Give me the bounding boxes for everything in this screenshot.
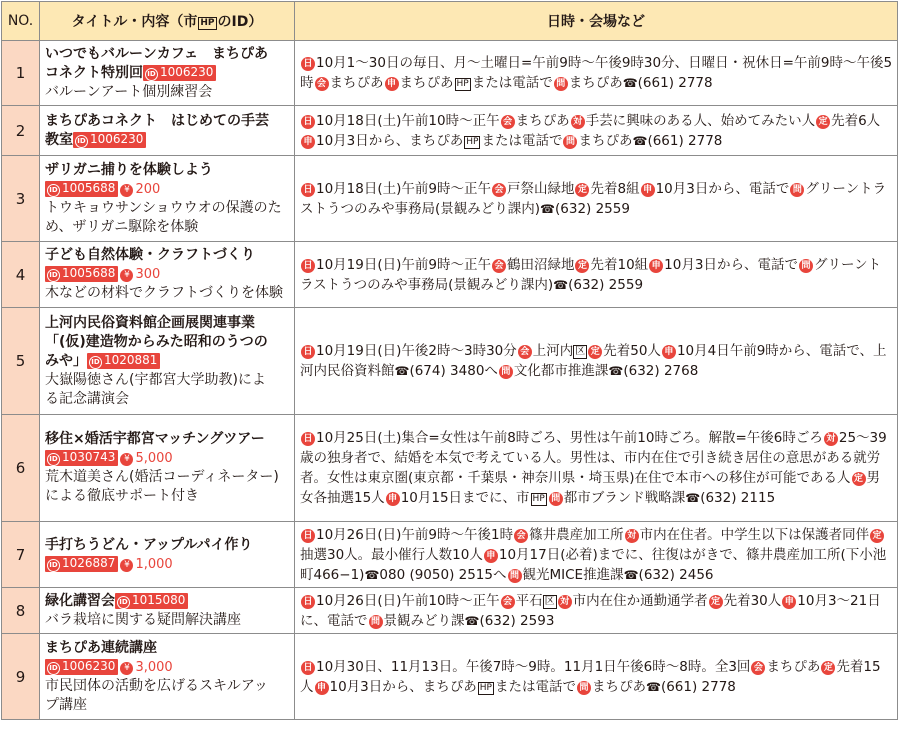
row-number: 3	[2, 156, 40, 242]
row-title-cell	[40, 634, 295, 720]
row-title: みや」	[45, 352, 87, 369]
table-row	[2, 156, 898, 242]
phone-icon: ☎	[645, 679, 661, 694]
inquiry-icon: 問	[790, 183, 804, 197]
row-title-cell	[40, 522, 295, 588]
row-title-cell	[40, 415, 295, 522]
apply-icon: 申	[386, 492, 400, 506]
row-detail: 日 10月26日(日)午前10時～正午 会 平石 区 対 市内在住か通勤通学者 定 先着30人 申 10月3～21日に、電話で 問 景観みどり課☎(632) 2593	[295, 588, 898, 634]
id-badge[interactable]: ID 1030743	[45, 450, 118, 466]
row-detail: 日 10月19日(日)午前9時～正午 会 鶴田沼緑地 定 先着10組 申 10月3日から、電話で 問 グリーントラストうつのみや事務局(景観みどり課内)☎(632) 2559	[295, 242, 898, 308]
row-description: 市民団体の活動を広げるスキルアッ	[45, 677, 268, 694]
row-description: 荒木道美さん(婚活コーディネーター)	[45, 469, 279, 485]
table-row	[2, 41, 898, 106]
target-icon: 対	[571, 115, 585, 129]
row-description: 大嶽陽徳さん(宇都宮大学助教)によ	[45, 371, 266, 388]
row-number: 4	[2, 242, 40, 308]
hp-icon: HP	[200, 18, 215, 28]
yen-icon: ¥	[120, 559, 133, 572]
date-icon: 日	[301, 345, 315, 359]
venue-icon: 会	[751, 661, 765, 675]
row-title-cell	[40, 156, 295, 242]
inquiry-icon: 問	[554, 77, 568, 91]
phone-icon: ☎	[622, 76, 638, 90]
row-description: トウキョウサンショウウオの保護のた	[45, 199, 282, 216]
row-description: 木などの材料でクラフトづくりを体験	[45, 285, 283, 301]
id-badge[interactable]: ID 1005688	[45, 181, 118, 197]
row-detail: 日 10月19日(日)午後2時～3時30分 会 上河内 区 定 先着50人 申 10月4日午前9時から、電話で、上河内民俗資料館☎(674) 3480へ 問 文化都市推進課☎(632) 2768	[295, 308, 898, 415]
id-badge[interactable]: ID 1015080	[115, 593, 188, 609]
price: ¥ 3,000	[120, 660, 172, 675]
row-detail: 日 10月18日(土)午前9時～正午 会 戸祭山緑地 定 先着8組 申 10月3日から、電話で 問 グリーントラストうつのみや事務局(景観みどり課内)☎(632) 2559	[295, 156, 898, 242]
table-row	[2, 106, 898, 156]
ward-icon: 区	[544, 595, 555, 607]
row-title: 緑化講習会	[45, 592, 115, 609]
phone-icon: ☎	[540, 201, 555, 216]
row-detail: 日 10月18日(土)午前10時～正午 会 まちぴあ 対 手芸に興味のある人、始めてみたい人 定 先着6人申 10月3日から、まちぴあ HP または電話で 問 まちぴあ☎(661) 2778	[295, 106, 898, 156]
row-title: 手打ちうどん・アップルパイ作り	[45, 536, 253, 553]
apply-icon: 申	[662, 345, 676, 359]
date-icon: 日	[301, 115, 315, 129]
row-title-cell	[40, 106, 295, 156]
row-title: 子ども自然体験・クラフトづくり	[45, 247, 255, 263]
row-title-cell	[40, 41, 295, 106]
row-detail: 日 10月1～30日の毎日、月～土曜日=午前9時～午後9時30分、日曜日・祝休日=午前9時～午後5時 会 まちぴあ 申 まちぴあ HP または電話で 問 まちぴあ☎(661) 2778	[295, 41, 898, 106]
yen-icon: ¥	[120, 662, 133, 675]
row-description: る記念講演会	[45, 390, 129, 407]
inquiry-icon: 問	[549, 492, 563, 506]
venue-icon: 会	[518, 345, 532, 359]
capacity-icon: 定	[870, 529, 884, 543]
row-number: 9	[2, 634, 40, 720]
id-icon: ID	[89, 356, 102, 369]
table-row	[2, 634, 898, 720]
inquiry-icon: 問	[563, 135, 577, 149]
hp-icon: HP	[456, 79, 469, 89]
hp-icon: HP	[466, 136, 479, 147]
row-title: 「(仮)建造物からみた昭和のうつの	[45, 333, 268, 350]
table-row	[2, 588, 898, 634]
date-icon: 日	[301, 57, 315, 71]
header-detail: 日時・会場など	[295, 2, 898, 41]
table-row	[2, 415, 898, 522]
date-icon: 日	[301, 595, 315, 609]
table-row	[2, 522, 898, 588]
id-icon: ID	[47, 453, 60, 466]
row-detail: 日 10月25日(土)集合=女性は午前8時ごろ、男性は午前10時ごろ。解散=午後6時ごろ 対 25～39歳の独身者で、結婚を本気で考えている人。男性は、市内在住で引き続き居住の意思がある就労者。女性は東京圏(東京都・千葉県・神奈川県・埼玉県)在住で本市への移住が可能である人 定 男女各抽選15人 申 10月15日までに、市 HP 問 都市ブランド戦略課☎(632) 2115	[295, 415, 898, 522]
row-title: ザリガニ捕りを体験しよう	[45, 161, 213, 178]
id-icon: ID	[47, 559, 60, 572]
inquiry-icon: 問	[499, 365, 513, 379]
row-detail: 日 10月26日(日)午前9時～午後1時 会 篠井農産加工所 対 市内在住者。中学生以下は保護者同伴 定抽選30人。最小催行人数10人 申 10月17日(必着)までに、往復はがきで、篠井農産加工所(下小池町466−1)☎080 (9050) 2515へ 問 観光MICE推進課☎(632) 2456	[295, 522, 898, 588]
apply-icon: 申	[301, 135, 315, 149]
row-number: 8	[2, 588, 40, 634]
row-title-cell	[40, 308, 295, 415]
yen-icon: ¥	[120, 184, 133, 197]
capacity-icon: 定	[821, 661, 835, 675]
row-number: 2	[2, 106, 40, 156]
yen-icon: ¥	[120, 269, 133, 282]
row-title-cell	[40, 588, 295, 634]
row-title-cell	[40, 242, 295, 308]
row-number: 1	[2, 41, 40, 106]
row-title: 移住×婚活宇都宮マッチングツアー	[45, 431, 265, 447]
venue-icon: 会	[315, 77, 329, 91]
capacity-icon: 定	[709, 595, 723, 609]
row-title: まちぴあコネクト はじめての手芸	[45, 112, 269, 129]
venue-icon: 会	[492, 259, 506, 273]
row-title: まちぴあ連続講座	[45, 639, 157, 656]
apply-icon: 申	[641, 183, 655, 197]
capacity-icon: 定	[588, 345, 602, 359]
inquiry-icon: 問	[799, 259, 813, 273]
id-icon: ID	[117, 596, 130, 609]
target-icon: 対	[625, 529, 639, 543]
phone-icon: ☎	[632, 133, 648, 148]
id-badge[interactable]: ID 1006230	[45, 659, 118, 675]
events-table	[1, 1, 898, 720]
row-description: プ講座	[45, 696, 87, 713]
phone-icon: ☎	[685, 491, 701, 505]
row-title: いつでもバルーンカフェ まちぴあ	[45, 45, 269, 62]
row-title: 教室	[45, 131, 73, 148]
phone-icon: ☎	[553, 277, 569, 292]
row-number: 7	[2, 522, 40, 588]
row-number: 5	[2, 308, 40, 415]
capacity-icon: 定	[816, 115, 830, 129]
id-icon: ID	[47, 269, 60, 282]
row-description: バラ栽培に関する疑問解決講座	[45, 611, 241, 628]
header-title: タイトル・内容（市 HP のID）	[40, 2, 295, 41]
price: ¥ 300	[120, 267, 160, 282]
apply-icon: 申	[484, 549, 498, 563]
price: ¥ 5,000	[120, 451, 172, 466]
date-icon: 日	[301, 661, 315, 675]
row-number: 6	[2, 415, 40, 522]
ward-icon: 区	[575, 346, 586, 357]
venue-icon: 会	[501, 115, 515, 129]
id-badge[interactable]: ID 1006230	[73, 132, 146, 148]
phone-icon: ☎	[623, 567, 639, 582]
table-row	[2, 308, 898, 415]
capacity-icon: 定	[852, 472, 866, 486]
inquiry-icon: 問	[577, 681, 591, 695]
id-badge[interactable]: ID 1005688	[45, 266, 118, 282]
venue-icon: 会	[501, 595, 515, 609]
apply-icon: 申	[649, 259, 663, 273]
date-icon: 日	[301, 529, 315, 543]
phone-icon: ☎	[464, 613, 480, 628]
id-icon: ID	[47, 184, 60, 197]
id-badge[interactable]: ID 1020881	[87, 353, 160, 369]
row-description: バルーンアート個別練習会	[45, 83, 213, 100]
date-icon: 日	[301, 432, 315, 446]
id-icon: ID	[75, 135, 88, 148]
price: ¥ 200	[120, 182, 160, 197]
inquiry-icon: 問	[508, 569, 522, 583]
yen-icon: ¥	[120, 453, 133, 466]
date-icon: 日	[301, 183, 315, 197]
row-title: 上河内民俗資料館企画展関連事業	[45, 314, 255, 331]
apply-icon: 申	[315, 681, 329, 695]
apply-icon: 申	[385, 77, 399, 91]
id-badge[interactable]: ID 1026887	[45, 556, 118, 572]
table-header	[2, 2, 898, 41]
id-icon: ID	[145, 68, 158, 81]
apply-icon: 申	[782, 595, 796, 609]
phone-icon: ☎	[394, 364, 410, 378]
header-no: NO.	[2, 2, 40, 41]
capacity-icon: 定	[575, 183, 589, 197]
id-badge[interactable]: ID 1006230	[143, 65, 216, 81]
row-description: による徹底サポート付き	[45, 488, 199, 504]
date-icon: 日	[301, 259, 315, 273]
target-icon: 対	[558, 595, 572, 609]
venue-icon: 会	[514, 529, 528, 543]
target-icon: 対	[824, 432, 838, 446]
hp-icon: HP	[532, 494, 545, 504]
price: ¥ 1,000	[120, 557, 172, 572]
phone-icon: ☎	[364, 567, 380, 582]
hp-icon: HP	[479, 682, 492, 693]
phone-icon: ☎	[608, 364, 624, 378]
row-detail: 日 10月30日、11月13日。午後7時～9時。11月1日午後6時～8時。全3回 会 まちぴあ 定 先着15人 申 10月3日から、まちぴあ HP または電話で 問 まちぴあ☎(661) 2778	[295, 634, 898, 720]
venue-icon: 会	[492, 183, 506, 197]
table-row	[2, 242, 898, 308]
inquiry-icon: 問	[369, 615, 383, 629]
capacity-icon: 定	[575, 259, 589, 273]
row-description: め、ザリガニ駆除を体験	[45, 218, 199, 235]
row-title: コネクト特別回	[45, 64, 143, 81]
id-icon: ID	[47, 662, 60, 675]
